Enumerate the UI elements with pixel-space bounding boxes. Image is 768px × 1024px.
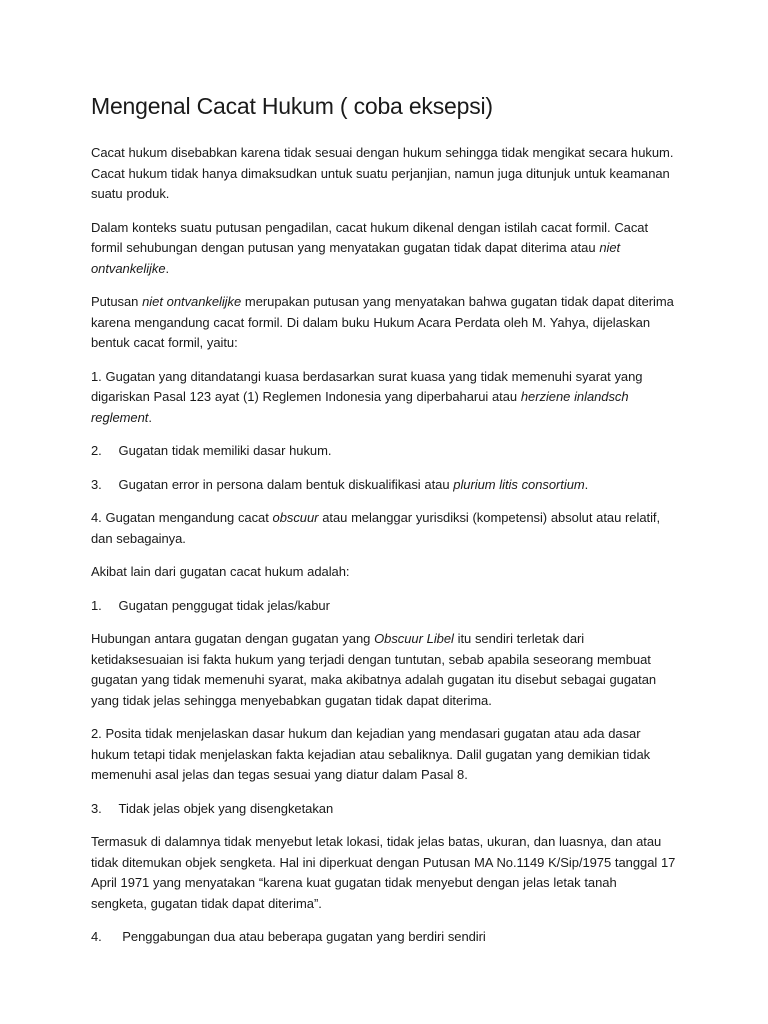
text-span: Dalam konteks suatu putusan pengadilan, cacat hukum dikenal dengan istilah cacat formil. Cacat formil sehubungan dengan putusan yang menyatakan gugatan tidak dapat diterima atau	[91, 219, 649, 255]
text-span: Penggabungan dua atau beberapa gugatan yang berdiri sendiri	[122, 929, 486, 944]
list-item-3	[91, 475, 676, 496]
paragraph-putusan	[91, 292, 676, 354]
document-title: Mengenal Cacat Hukum ( coba eksepsi)	[91, 93, 493, 119]
text-span: atau melanggar yurisdiksi (kompetensi) absolut atau relatif, dan sebagainya.	[91, 510, 661, 546]
paragraph-context	[91, 218, 676, 280]
text-span: 4. Gugatan mengandung cacat	[91, 510, 273, 525]
text-span: Termasuk di dalamnya tidak menyebut letak lokasi, tidak jelas batas, ukuran, dan luasnya, dan atau tidak ditemukan objek sengketa. Hal ini diperkuat dengan Putusan MA No.1149 K/Sip/1975 tanggal 17 April 1971 yang menyatakan “karena kuat gugatan tidak menyebut dengan jelas letak tanah sengketa, gugatan tidak dapat diterima”.	[91, 834, 676, 911]
italic-term: Obscuur Libel	[374, 631, 454, 646]
text-span: merupakan putusan yang menyatakan bahwa gugatan tidak dapat diterima karena mengandung cacat formil. Di dalam buku Hukum Acara Perdata oleh M. Yahya, dijelaskan bentuk cacat formil, yaitu:	[91, 294, 674, 350]
paragraph-akibat	[91, 562, 676, 583]
subheading-1	[91, 596, 676, 617]
text-span: Gugatan penggugat tidak jelas/kabur	[118, 597, 330, 613]
text-span: Tidak jelas objek yang disengketakan	[118, 800, 334, 816]
italic-term: herziene inlandsch reglement	[91, 389, 629, 425]
subheading-3	[91, 799, 676, 820]
text-span: Cacat hukum disebabkan karena tidak sesuai dengan hukum sehingga tidak mengikat secara hukum. Cacat hukum tidak hanya dimaksudkan untuk suatu perjanjian, namun juga ditunjuk untuk keamanan suatu produk.	[91, 145, 674, 201]
list-number: 2.	[91, 443, 102, 458]
italic-term: niet ontvankelijke	[91, 240, 621, 276]
list-number: 1.	[91, 597, 102, 613]
list-item-4	[91, 508, 676, 549]
list-number: 3.	[91, 800, 102, 816]
text-span: 2. Posita tidak menjelaskan dasar hukum dan kejadian yang mendasari gugatan atau ada dasar hukum tetapi tidak menjelaskan fakta kejadian atau sebaliknya. Dalil gugatan yang demikian tidak memenuhi asal jelas dan tegas sesuai yang diatur dalam Pasal 8.	[91, 726, 651, 782]
italic-term: niet ontvankelijke	[142, 294, 242, 309]
paragraph-intro	[91, 143, 676, 205]
italic-term: plurium litis consortium	[453, 476, 585, 492]
paragraph-obscuur	[91, 629, 676, 711]
text-span: Gugatan error in persona dalam bentuk diskualifikasi atau	[118, 476, 454, 492]
text-span: .	[148, 409, 152, 425]
list-item-2	[91, 441, 676, 462]
list-item-1	[91, 367, 676, 429]
text-span: Putusan	[91, 294, 143, 309]
text-span: itu sendiri terletak dari ketidaksesuaian isi fakta hukum yang terjadi dengan tuntutan, sebab apabila seseorang membuat gugatan yang tidak memenuhi syarat, maka akibatnya adalah gugatan itu disebut sebagai gugatan yang tidak jelas sehingga menyebabkan gugatan tidak dapat diterima.	[91, 631, 657, 708]
subheading-4	[91, 927, 676, 948]
paragraph-objek	[91, 832, 676, 914]
text-span: 1. Gugatan yang ditandatangi kuasa berdasarkan surat kuasa yang tidak memenuhi syarat yang digariskan Pasal 123 ayat (1) Reglemen Indonesia yang diperbaharui atau	[91, 368, 643, 404]
list-number: 3.	[91, 476, 102, 492]
text-span: .	[584, 476, 589, 492]
text-span: Hubungan antara gugatan dengan gugatan yang	[91, 631, 375, 646]
text-span: Gugatan tidak memiliki dasar hukum.	[118, 443, 332, 458]
list-number: 4.	[91, 929, 102, 944]
text-span: Akibat lain dari gugatan cacat hukum adalah:	[91, 564, 350, 579]
paragraph-posita	[91, 724, 676, 786]
text-span: .	[165, 260, 170, 276]
italic-term: obscuur	[272, 510, 319, 525]
